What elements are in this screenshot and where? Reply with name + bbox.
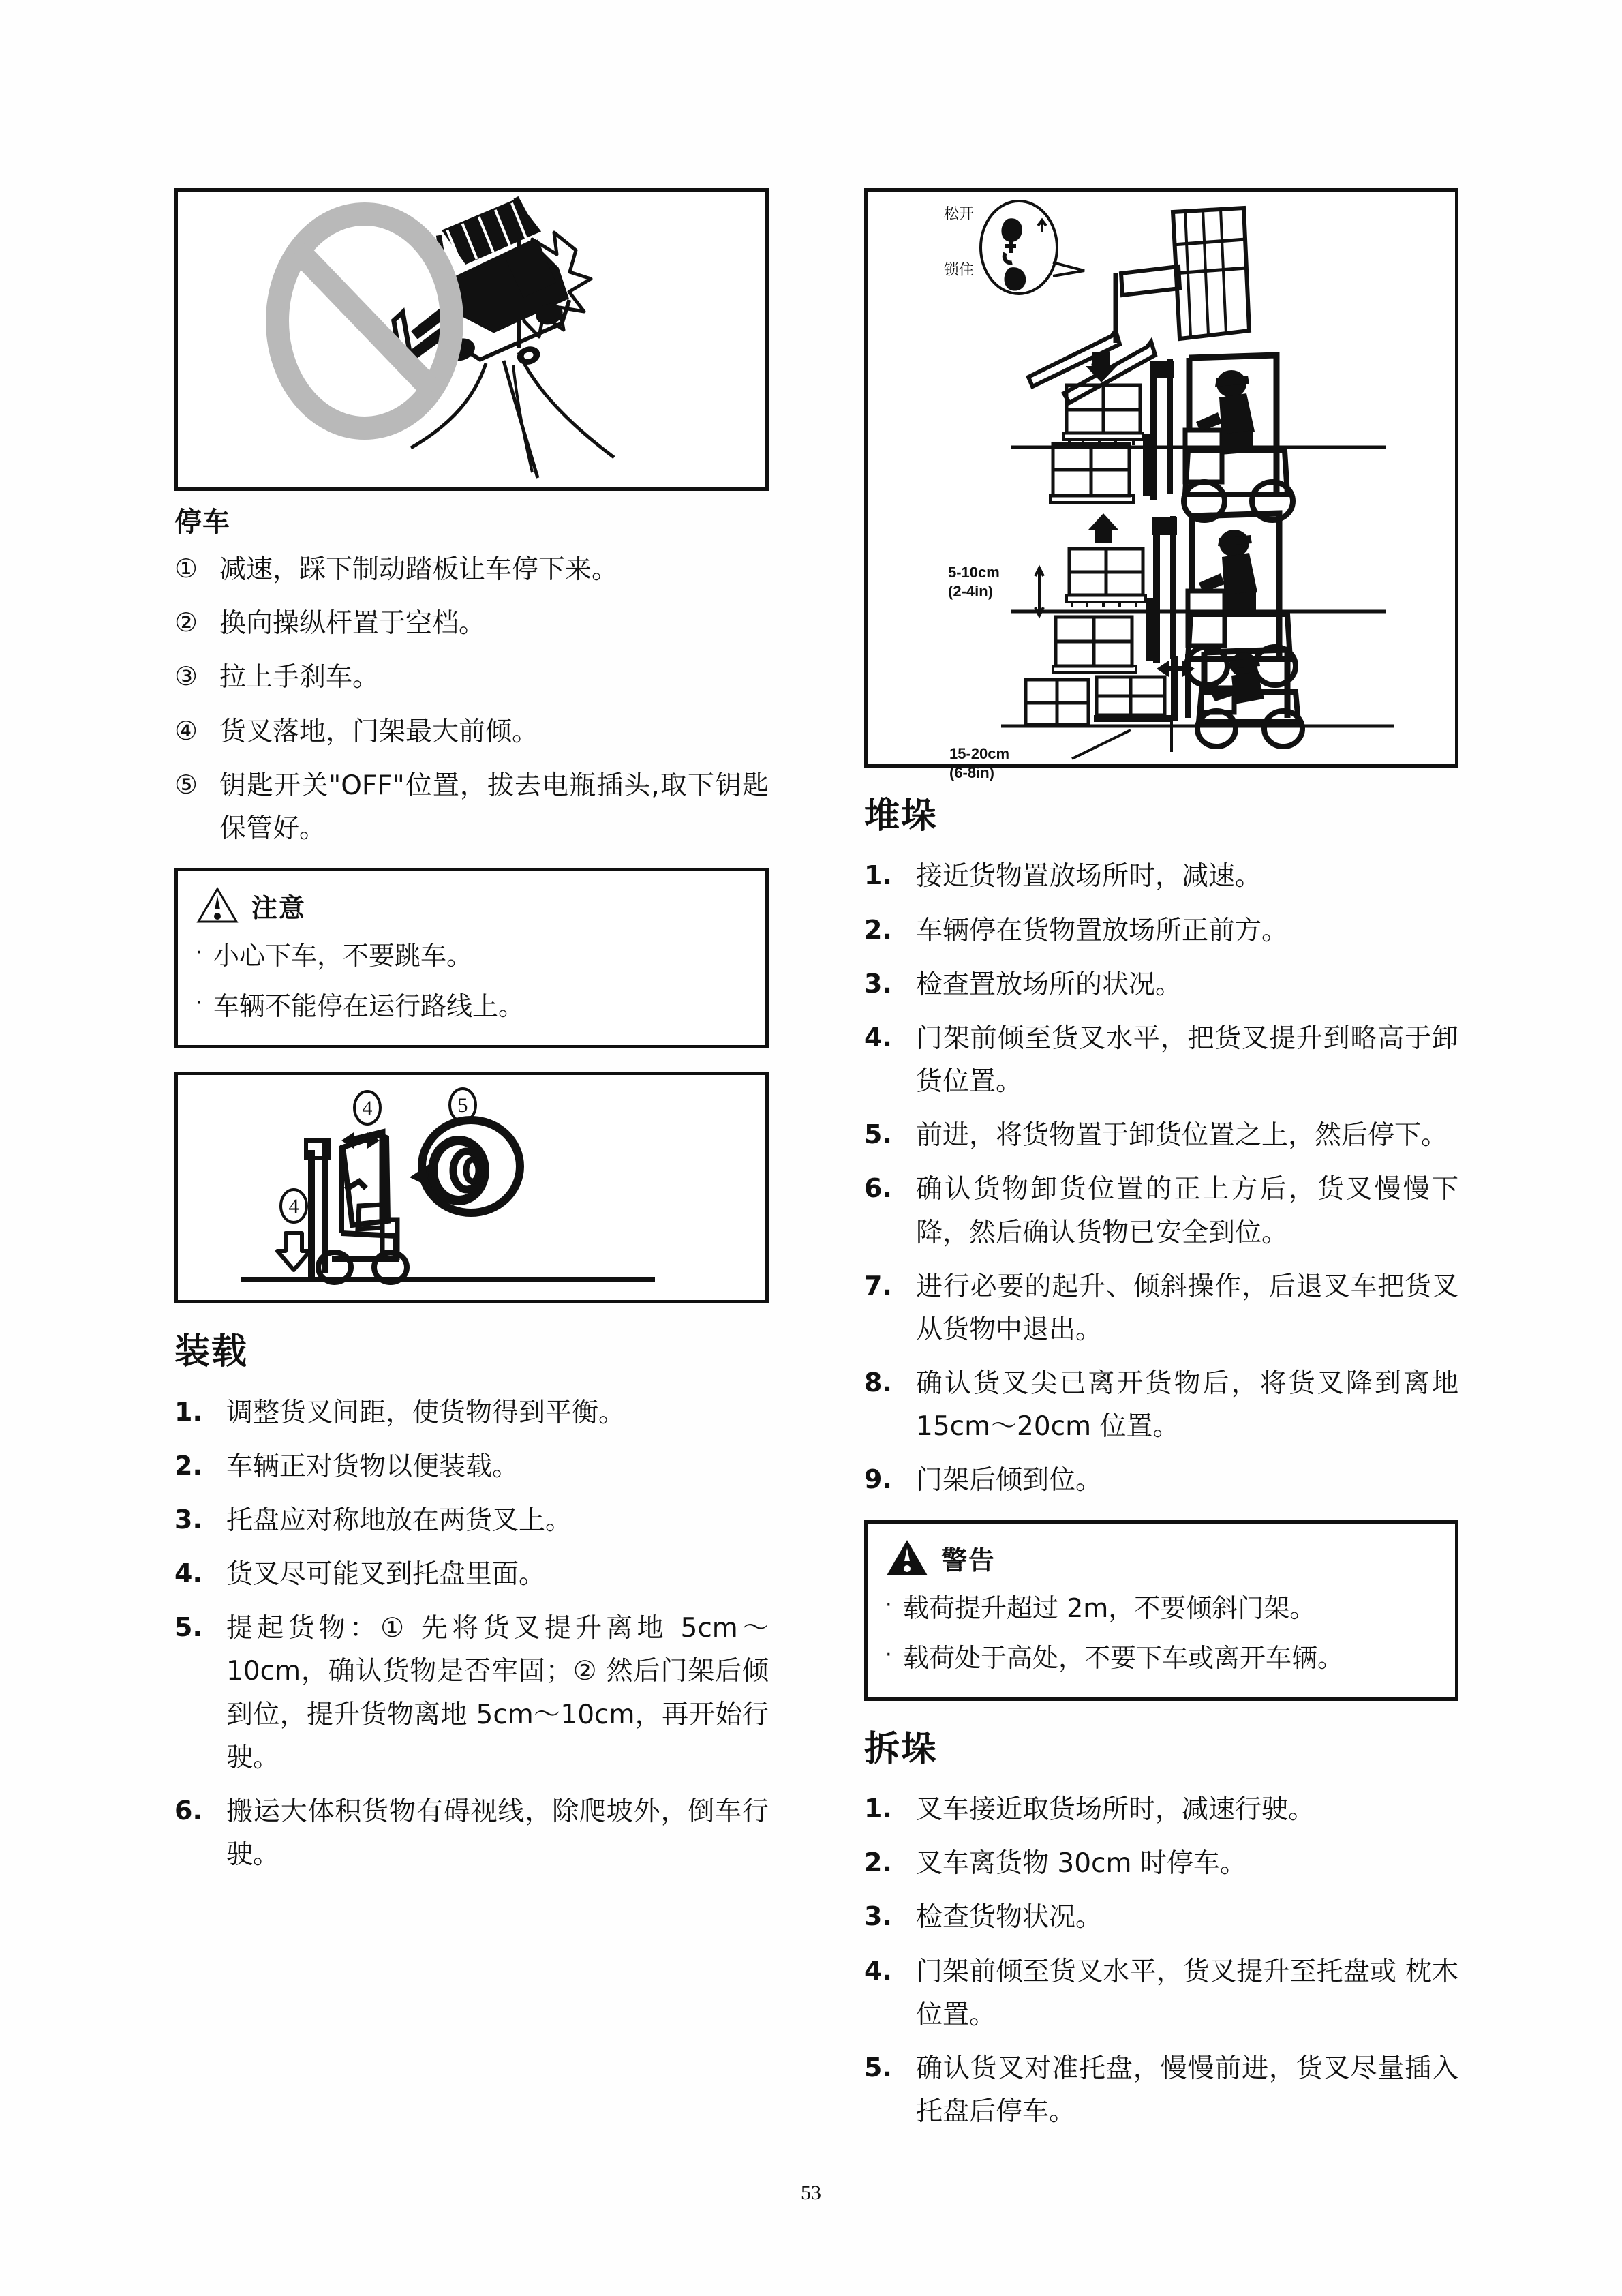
step-marker: 4. [174,1558,202,1589]
list-item [864,963,1458,1006]
step-marker: ① [174,554,198,584]
figure-forklift-fork-down-key-off [174,1072,769,1303]
step-text: 车辆停在货物置放场所正前方。 [916,915,1289,946]
caution-item-text: 小心下车，不要跳车。 [213,941,473,971]
warning-box [864,1520,1458,1701]
step-text: 门架后倾到位。 [916,1465,1103,1496]
caution-triangle-icon [196,886,239,927]
step-text: 接近货物置放场所时，减速。 [916,861,1262,892]
list-item [864,1114,1458,1157]
list-item [885,1637,1437,1680]
list-item [864,1842,1458,1885]
warning-item-text: 载荷处于高处，不要下车或离开车辆。 [903,1643,1344,1674]
step-text: 车辆正对货物以便装载。 [226,1451,519,1482]
svg-text:5: 5 [457,1094,468,1117]
list-item [174,656,769,699]
step-marker: 3. [864,968,892,999]
label-lock: 锁住 [944,262,975,279]
list-item [885,1588,1437,1630]
list-item [864,1168,1458,1254]
warning-title: 警告 [941,1545,996,1575]
step-marker: 4. [864,1955,892,1986]
step-marker: ④ [174,715,198,746]
step-marker: 9. [864,1464,892,1495]
list-item [174,710,769,753]
list-item [174,602,769,645]
step-text: 确认货叉对准托盘，慢慢前进，货叉尽量插入托盘后停车。 [916,2053,1458,2128]
section-heading-unstacking: 拆垛 [864,1728,938,1770]
step-text: 调整货叉间距，使货物得到平衡。 [226,1397,626,1428]
list-item [196,986,748,1028]
step-text: 检查货物状况。 [916,1902,1103,1933]
step-marker: 5. [864,1119,892,1150]
step-marker: 5. [864,2052,892,2083]
step-marker: 5. [174,1612,202,1643]
step-marker: 6. [864,1173,892,1204]
list-item [864,2047,1458,2133]
caution-title: 注意 [251,893,307,924]
step-text: 货叉落地，门架最大前倾。 [219,716,539,747]
list-item [864,909,1458,952]
figure-stacking-sequence [864,188,1458,781]
dimension-label-bottom: 15-20cm [949,745,1010,762]
list-item [196,935,748,978]
step-text: 确认货物卸货位置的正上方后，货叉慢慢下降，然后确认货物已安全到位。 [916,1174,1458,1248]
step-marker: ② [174,607,198,638]
step-marker: 8. [864,1368,892,1398]
figure-forklift-collision-prohibited [174,188,769,491]
parking-steps [174,548,769,850]
step-marker: 4. [864,1022,892,1053]
step-text: 钥匙开关"OFF"位置，拔去电瓶插头,取下钥匙保管好。 [219,770,769,844]
label-release: 松开 [944,206,975,223]
step-text: 前进，将货物置于卸货位置之上，然后停下。 [916,1120,1448,1151]
step-marker: 1. [174,1396,202,1427]
step-marker: 3. [174,1504,202,1535]
step-text: 检查置放场所的状况。 [916,969,1182,1000]
list-item [174,1553,769,1596]
svg-text:4: 4 [362,1097,373,1120]
right-column [864,188,1458,2144]
caution-item-text: 车辆不能停在运行路线上。 [213,991,525,1021]
loading-steps [174,1391,769,1877]
list-item [174,1607,769,1779]
dimension-label-top: 5-10cm [948,564,1000,581]
step-text: 门架前倾至货叉水平，把货叉提升到略高于卸货位置。 [916,1023,1458,1098]
warning-item-text: 载荷提升超过 2m，不要倾斜门架。 [903,1592,1316,1623]
warning-items [885,1588,1437,1680]
step-text: 进行必要的起升、倾斜操作，后退叉车把货叉从货物中退出。 [916,1271,1458,1345]
step-text: 提起货物：① 先将货叉提升离地 5cm～10cm，确认货物是否牢固；② 然后门架后倾到位，提升货物离地 5cm～10cm，再开始行驶。 [226,1613,769,1773]
step-marker: 3. [864,1901,892,1932]
list-item [174,764,769,850]
list-item [174,1790,769,1876]
stacking-steps [864,855,1458,1502]
step-text: 换向操纵杆置于空档。 [219,608,486,639]
list-item [864,1459,1458,1502]
warning-triangle-icon [885,1539,929,1580]
caution-box [174,868,769,1048]
bullet-dot-icon: · [885,1643,892,1667]
step-marker: 7. [864,1270,892,1301]
step-marker: 1. [864,1794,892,1824]
unstacking-steps [864,1788,1458,2133]
dimension-label-bottom-in: (6-8in) [949,764,994,781]
list-item [864,1950,1458,2036]
step-text: 托盘应对称地放在两货叉上。 [226,1505,572,1536]
step-marker: 6. [174,1795,202,1826]
svg-text:4: 4 [288,1195,299,1218]
step-marker: 2. [174,1450,202,1481]
step-text: 货叉尽可能叉到托盘里面。 [226,1559,546,1590]
callout-4-bottom [281,1190,307,1222]
list-item [174,1391,769,1434]
bullet-dot-icon: · [196,941,202,965]
list-item [174,548,769,591]
step-text: 叉车离货物 30cm 时停车。 [916,1848,1246,1879]
list-item [864,1362,1458,1448]
section-heading-parking: 停车 [174,507,230,538]
step-text: 确认货叉尖已离开货物后，将货叉降到离地 15cm～20cm 位置。 [916,1368,1458,1442]
step-marker: 2. [864,1847,892,1878]
page-number: 53 [801,2181,821,2204]
step-text: 门架前倾至货叉水平，货叉提升至托盘或 枕木位置。 [916,1956,1458,2030]
list-item [864,1017,1458,1103]
list-item [864,1265,1458,1351]
left-column [174,188,769,1887]
list-item [174,1499,769,1542]
step-text: 搬运大体积货物有碍视线，除爬坡外，倒车行驶。 [226,1796,769,1871]
caution-header [196,886,748,927]
step-text: 减速，踩下制动踏板让车停下来。 [219,554,619,585]
step-text: 拉上手刹车。 [219,662,380,693]
step-marker: 1. [864,860,892,891]
step-marker: ⑤ [174,769,198,800]
caution-items [196,935,748,1027]
key-switch-icon [410,1120,520,1213]
step-text: 叉车接近取货场所时，减速行驶。 [916,1794,1315,1826]
section-heading-loading: 装载 [174,1331,249,1373]
list-item [864,1788,1458,1831]
bullet-dot-icon: · [196,991,202,1015]
dimension-label-top-in: (2-4in) [948,583,993,600]
list-item [864,855,1458,898]
warning-header [885,1539,1437,1580]
bullet-dot-icon: · [885,1592,892,1617]
callout-4-top [354,1091,380,1124]
section-heading-stacking: 堆垛 [864,796,938,836]
list-item [864,1896,1458,1939]
step-marker: ③ [174,661,198,692]
list-item [174,1445,769,1488]
step-marker: 2. [864,914,892,945]
